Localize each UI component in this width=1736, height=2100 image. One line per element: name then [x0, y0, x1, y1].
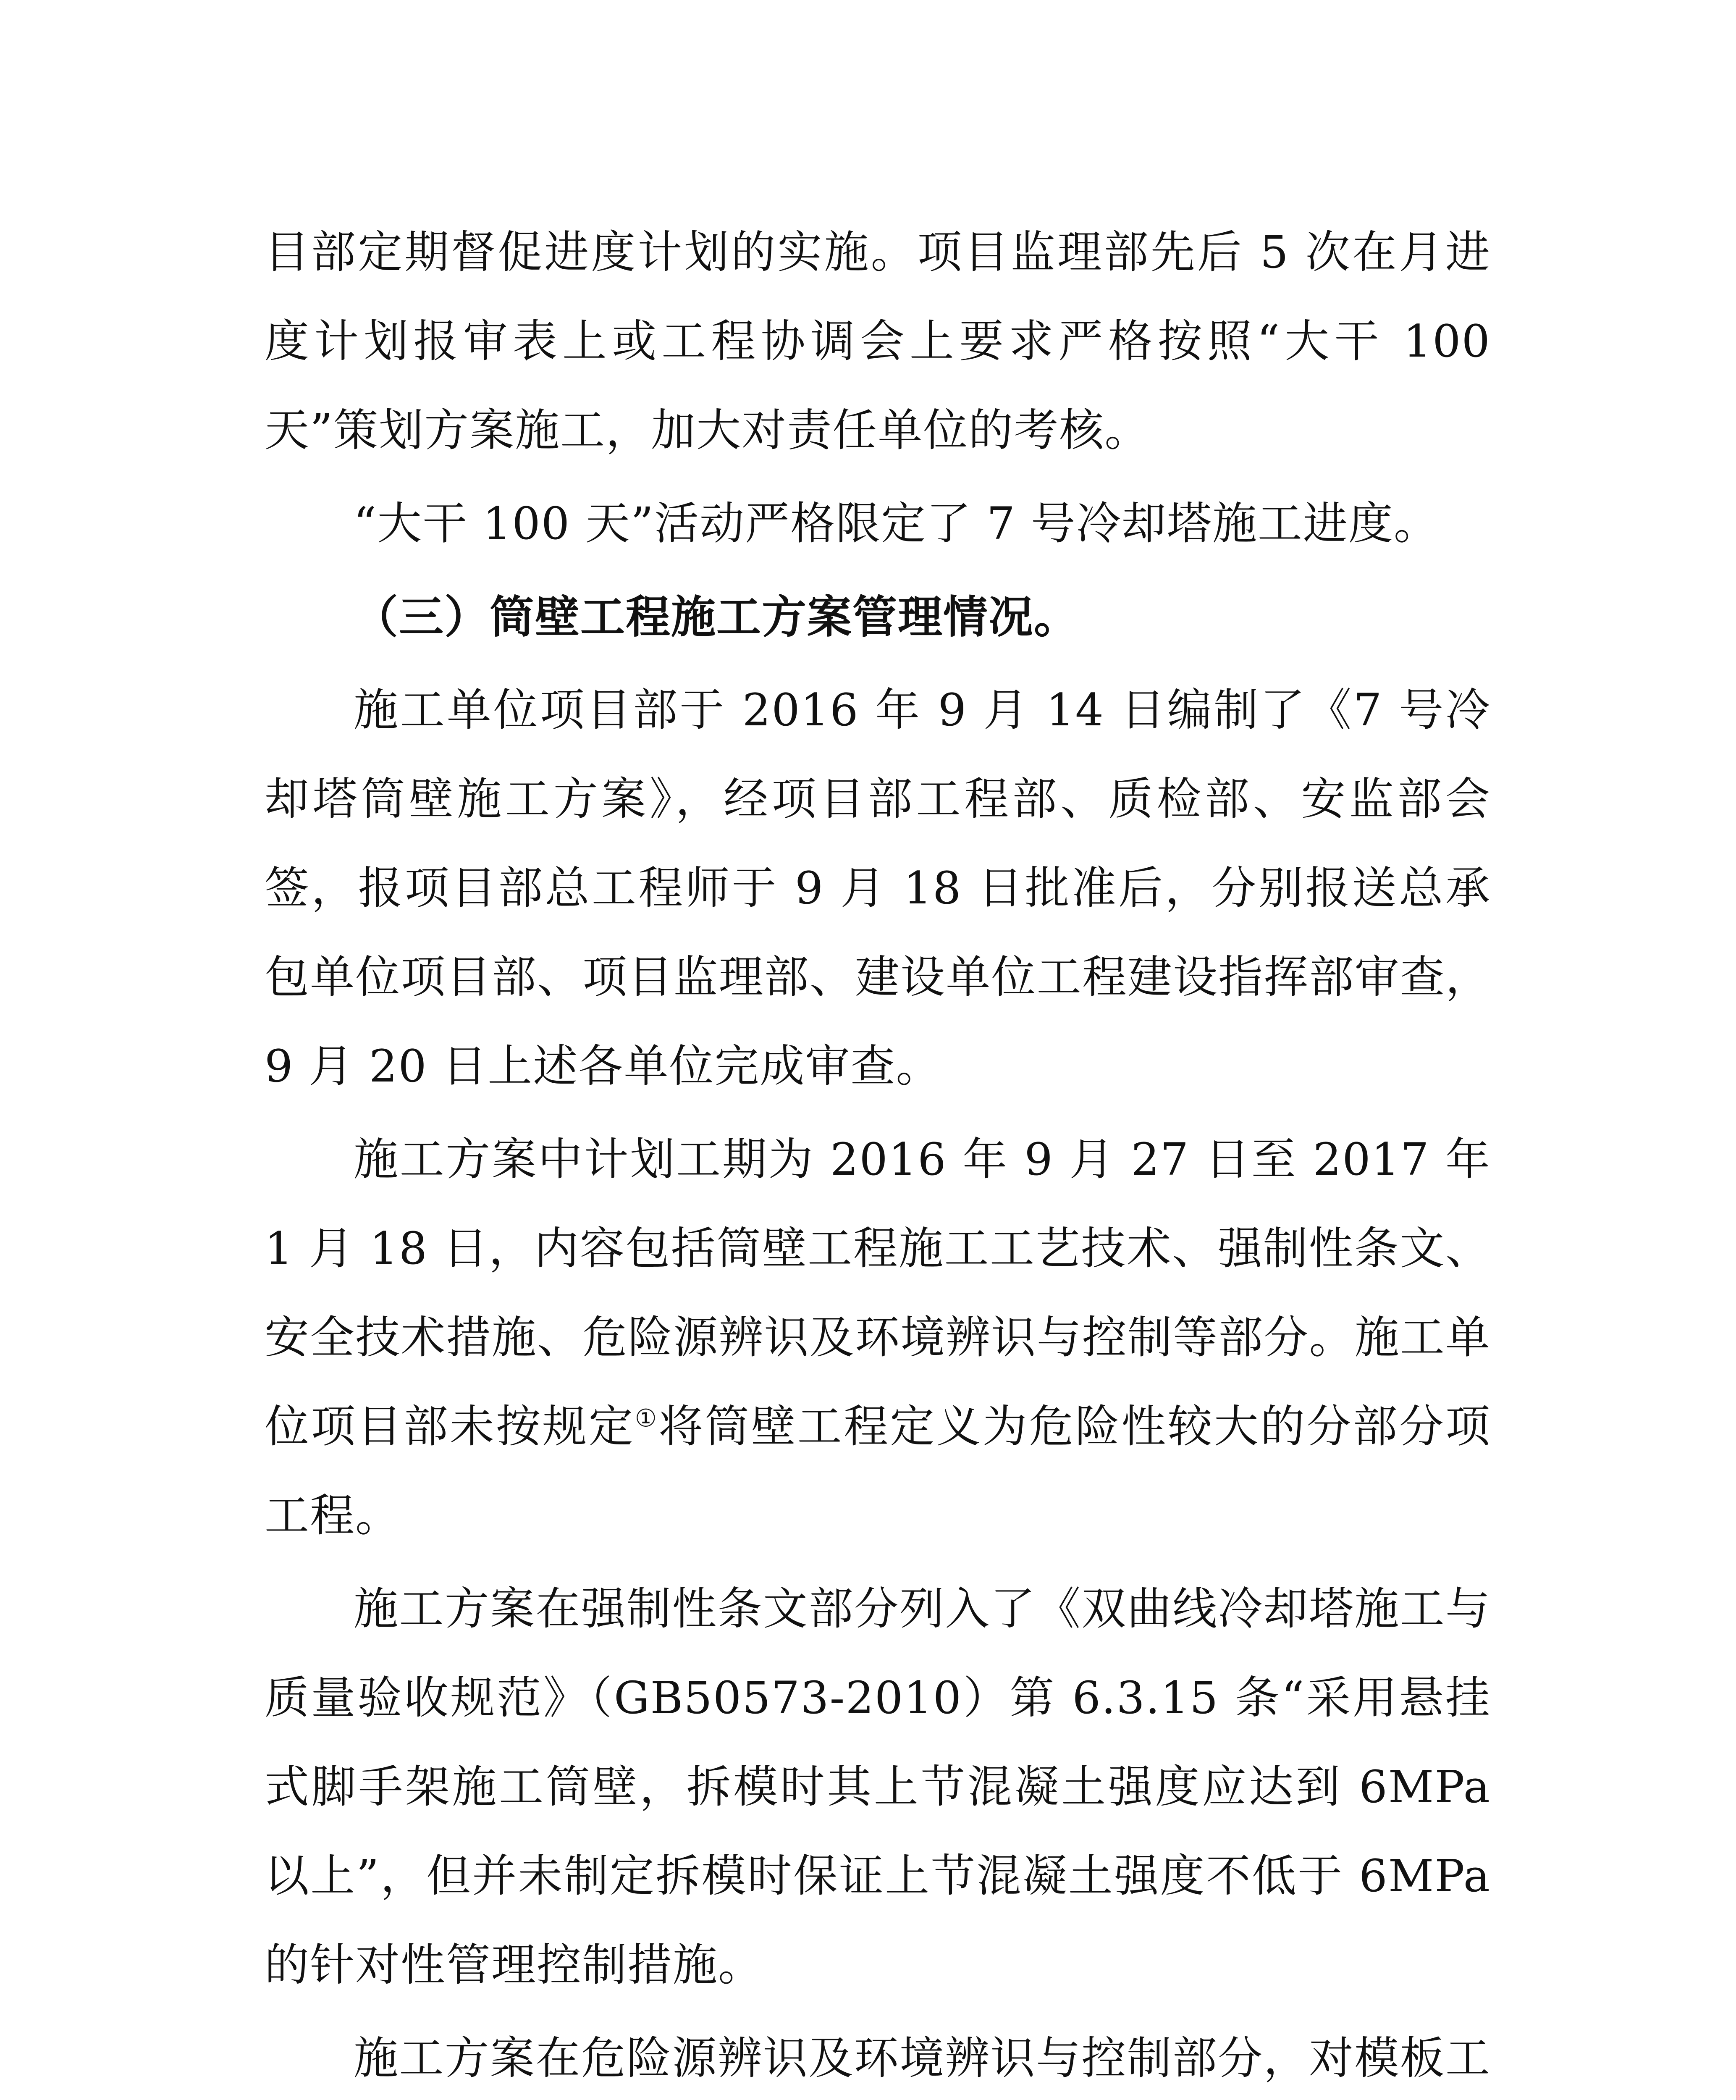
paragraph-plan-schedule-text: 施工方案中计划工期为 2016 年 9 月 27 日至 2017 年 1 月 18 日，内容包括筒壁工程施工工艺技术、强制性条文、安全技术措施、危险源辨识及环境辨识与控制等部分。施工单位项目部未按规定 [265, 1134, 1491, 1452]
paragraph-mandatory-provisions: 施工方案在强制性条文部分列入了《双曲线冷却塔施工与质量验收规范》（GB50573-2010）第 6.3.15 条“采用悬挂式脚手架施工筒壁，拆模时其上节混凝土强度应达到 6MPa 以上”，但并未制定拆模时保证上节混凝土强度不低于 6MPa 的针对性管理控制措施。 [265, 1583, 1491, 1991]
paragraph-100-day-campaign: “大干 100 天”活动严格限定了 7 号冷却塔施工进度。 [354, 498, 1439, 549]
paragraph-plan-schedule [265, 1115, 1491, 1560]
body-text [265, 208, 1491, 2100]
paragraph-plan-approval: 施工单位项目部于 2016 年 9 月 14 日编制了《7 号冷却塔筒壁施工方案》，经项目部工程部、质检部、安监部会签，报项目部总工程师于 9 月 18 日批准后，分别报送总承包单位项目部、项目监理部、建设单位工程建设指挥部审查，9 月 20 日上述各单位完成审查。 [265, 684, 1491, 1092]
paragraph-schedule-supervision: 目部定期督促进度计划的实施。项目监理部先后 5 次在月进度计划报审表上或工程协调会上要求严格按照“大干 100 天”策划方案施工，加大对责任单位的考核。 [265, 226, 1491, 456]
footnote-reference-mark: ① [635, 1404, 659, 1433]
paragraph-hazard-identification: 施工方案在危险源辨识及环境辨识与控制部分，对模板工 [354, 2032, 1491, 2084]
paragraph-plan-schedule-text-continued: 将筒壁工程定义为危险性较大的分部分项工程。 [265, 1401, 1491, 1541]
section-heading: （三）筒壁工程施工方案管理情况。 [354, 591, 1079, 643]
